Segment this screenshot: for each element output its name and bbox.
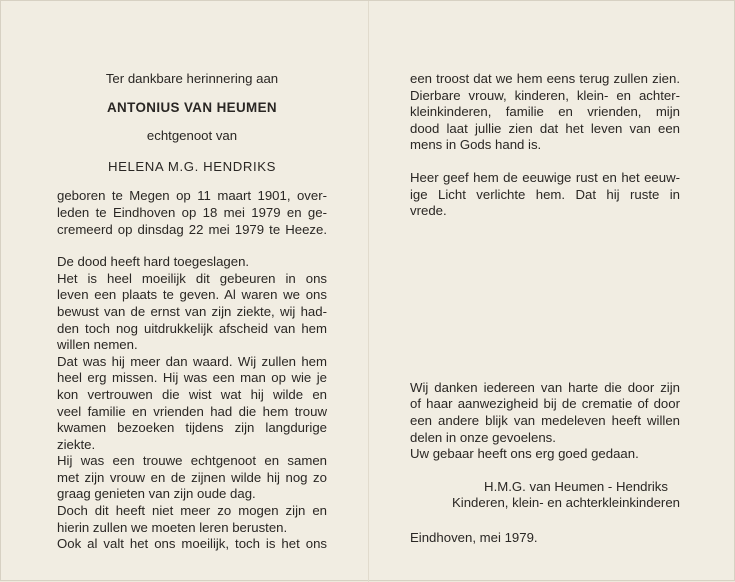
consolation-paragraph — [410, 71, 680, 154]
text-line: Hij was een trouwe echtgenoot en samen — [57, 453, 327, 469]
signature-block — [410, 479, 680, 512]
text-line: De dood heeft hard toegeslagen. — [57, 254, 250, 270]
left-panel — [57, 71, 327, 553]
spouse-name: HELENA M.G. HENDRIKS — [107, 158, 277, 174]
bio-line: leden te Eindhoven op 18 mei 1979 en ge- — [57, 204, 327, 220]
text-line: mens in Gods hand is. — [410, 137, 542, 153]
text-line: kon vertrouwen die wist wat hij wilde en — [57, 386, 327, 402]
bio-paragraph — [57, 188, 327, 238]
place-date: Eindhoven, mei 1979. — [410, 529, 538, 545]
text-line: bewust van de ernst van zijn ziekte, wij had- — [57, 303, 327, 319]
card-fold — [368, 1, 369, 582]
text-line: delen in onze gevoelens. — [410, 429, 556, 445]
prayer-paragraph — [410, 170, 680, 220]
text-line: met zijn vrouw en de zijnen wilde hij nog zo — [57, 469, 327, 485]
signature-line: Kinderen, klein- en achterkleinkinderen — [452, 495, 680, 511]
text-line: heel erg missen. Hij was een man op wie je — [57, 370, 327, 386]
text-line: Het is heel moeilijk dit gebeuren in ons — [57, 270, 327, 286]
text-line: veel familie en vrienden had die hem trouw — [57, 403, 327, 419]
text-line: ige Licht verlichte hem. Dat hij ruste in — [410, 186, 680, 202]
text-line: Uw gebaar heeft ons erg goed gedaan. — [410, 446, 639, 462]
text-line: leven een plaats te geven. Al waren we ons — [57, 287, 327, 303]
intro-text: Ter dankbare herinnering aan — [105, 71, 279, 86]
bio-line: geboren te Megen op 11 maart 1901, over- — [57, 188, 327, 204]
text-line: dood laat jullie zien dat het leven van een — [410, 120, 680, 136]
right-panel — [410, 71, 680, 547]
text-line: Dat was hij meer dan waard. Wij zullen hem — [57, 353, 327, 369]
text-line: den toch nog uitdrukkelijk afscheid van hem — [57, 320, 327, 336]
text-line: willen nemen. — [57, 337, 138, 353]
text-line: een andere blijk van medeleven heeft willen — [410, 412, 680, 428]
text-line: graag genieten van zijn oude dag. — [57, 486, 256, 502]
bio-line: cremeerd op dinsdag 22 mei 1979 te Heeze. — [57, 221, 327, 237]
text-line: een troost dat we hem eens terug zullen zien. — [410, 71, 680, 86]
text-line: vrede. — [410, 203, 447, 219]
text-line: ziekte. — [57, 436, 96, 452]
text-line: Heer geef hem de eeuwige rust en het eeuw- — [410, 169, 680, 185]
text-line: kwamen bezoeken tijdens zijn langdurige — [57, 420, 327, 436]
text-line: Dierbare vrouw, kinderen, klein- en achter- — [410, 87, 680, 103]
text-line: Ook al valt het ons moeilijk, toch is het ons — [57, 536, 327, 552]
spouse-intro: echtgenoot van — [146, 128, 238, 144]
thanks-paragraph — [410, 380, 680, 463]
text-line: Doch dit heeft niet meer zo mogen zijn en — [57, 503, 327, 519]
text-line: hierin zullen we moeten leren berusten. — [57, 519, 288, 535]
text-line: kleinkinderen, familie en vrienden, mijn — [410, 104, 680, 120]
deceased-name: ANTONIUS VAN HEUMEN — [106, 99, 278, 115]
signature-line: H.M.G. van Heumen - Hendriks — [484, 478, 668, 494]
text-line: of haar aanwezigheid bij de crematie of door — [410, 396, 680, 412]
main-text — [57, 254, 327, 553]
text-line: Wij danken iedereen van harte die door zijn — [410, 379, 680, 395]
